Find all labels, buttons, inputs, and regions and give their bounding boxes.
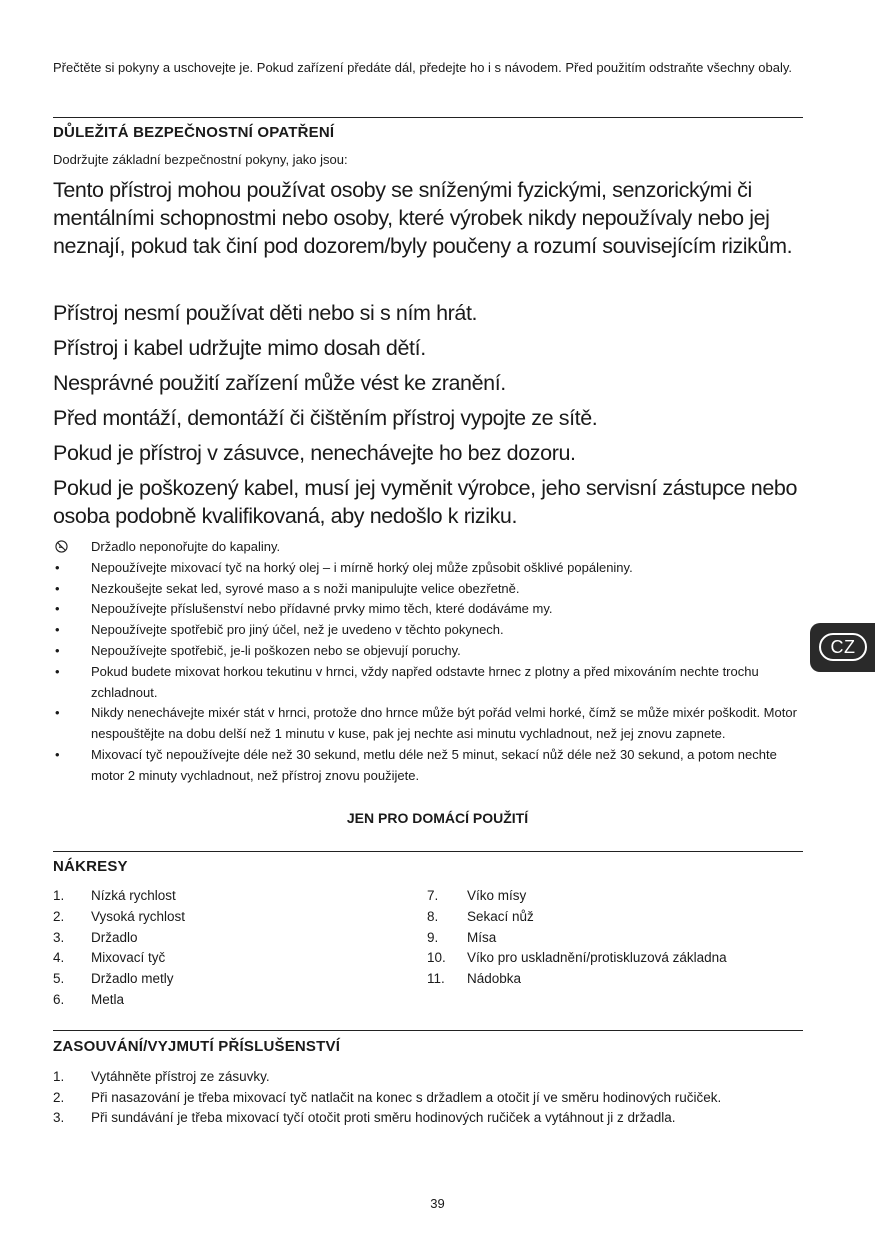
item-label: Mísa [467, 929, 497, 945]
list-item [427, 969, 727, 990]
safety-large-item: Přístroj i kabel udržujte mimo dosah dětí. [53, 336, 426, 360]
item-label: Nízká rychlost [91, 888, 176, 903]
item-number: 7. [427, 888, 439, 903]
item-label: Držadlo [91, 929, 138, 945]
page-number: 39 [430, 1196, 445, 1211]
intro-text: Přečtěte si pokyny a uschovejte je. Pokud zařízení předáte dál, předejte ho i s návodem. Před použitím odstraňte všechny obaly. [53, 60, 793, 75]
item-number: 11. [427, 971, 445, 987]
bullet-text: Pokud budete mixovat horkou tekutinu v hrnci, vždy napřed odstavte hrnec z plotny a před mixováním nechte trochu zchladnout. [91, 663, 759, 700]
item-label: Vysoká rychlost [91, 908, 186, 924]
safety-subtitle: Dodržujte základní bezpečnostní pokyny, jako jsou: [53, 152, 348, 167]
bullet-mark: • [55, 559, 60, 575]
item-number: 9. [427, 929, 439, 945]
item-label: Sekací nůž [467, 908, 534, 924]
list-item [53, 1067, 813, 1088]
item-number: 3. [53, 929, 65, 945]
list-item [53, 928, 185, 949]
safety-bullet-list [53, 537, 813, 787]
item-number: 5. [53, 971, 65, 987]
list-item [53, 662, 813, 704]
item-number: 10. [427, 950, 446, 966]
bullet-text: Nepoužívejte spotřebič, je-li poškozen nebo se objevují poruchy. [91, 642, 461, 658]
list-item [53, 745, 813, 787]
bullet-text: Držadlo neponořujte do kapaliny. [91, 539, 281, 554]
divider-drawings [53, 851, 803, 852]
safety-heading: DŮLEŽITÁ BEZPEČNOSTNÍ OPATŘENÍ [53, 124, 335, 141]
accessories-heading: ZASOUVÁNÍ/VYJMUTÍ PŘÍSLUŠENSTVÍ [53, 1038, 341, 1055]
bullet-text: Nikdy nenechávejte mixér stát v hrnci, protože dno hrnce může být pořád velmi horké, čímž se může mixér poškodit. Motor nespouštějte na dobu delší než 1 minutu v kuse, pak jej nechte asi minutu vychladnout, než jej znovu zapnete. [91, 705, 797, 742]
list-item [53, 620, 813, 641]
item-label: Víko mísy [467, 888, 527, 903]
item-number: 6. [53, 991, 65, 1007]
item-number: 1. [53, 888, 65, 903]
divider-accessories [53, 1030, 803, 1031]
bullet-mark: • [55, 622, 60, 638]
bullet-mark: • [55, 746, 60, 762]
safety-large-item: Před montáží, demontáží či čištěním přístroj vypojte ze sítě. [53, 406, 598, 430]
step-text: Při nasazování je třeba mixovací tyč natlačit na konec s držadlem a otočit jí ve směru hodinových ručiček. [91, 1089, 722, 1105]
accessories-steps [53, 1067, 813, 1129]
drawings-list-left [53, 886, 185, 1011]
step-number: 2. [53, 1089, 65, 1105]
no-immersion-icon [55, 540, 68, 553]
bullet-mark: • [55, 705, 60, 721]
bullet-text: Nepoužívejte mixovací tyč na horký olej – i mírně horký olej může způsobit ošklivé popáleniny. [91, 559, 633, 575]
step-number: 1. [53, 1069, 65, 1084]
bullet-mark: • [55, 663, 60, 679]
list-item [427, 948, 727, 969]
step-text: Vytáhněte přístroj ze zásuvky. [91, 1069, 270, 1084]
list-item [427, 907, 727, 928]
list-item [53, 558, 813, 579]
list-item [53, 537, 813, 558]
step-number: 3. [53, 1110, 65, 1126]
safety-large-item: Přístroj nesmí používat děti nebo si s ním hrát. [53, 301, 478, 325]
list-item [53, 907, 185, 928]
step-text: Při sundávání je třeba mixovací tyčí otočit proti směru hodinových ručiček a vytáhnout ji z držadla. [91, 1110, 676, 1126]
list-item [53, 703, 813, 745]
list-item [53, 969, 185, 990]
safety-large-item: Nesprávné použití zařízení může vést ke zranění. [53, 371, 506, 395]
safety-large-item: Tento přístroj mohou používat osoby se sníženými fyzickými, senzorickými či mentálními schopnostmi nebo osoby, které výrobek nikdy nepoužívaly nebo jej neznají, pokud tak činí pod dozorem/byly poučeny a rozumí souvisejícím rizikům. [53, 178, 793, 258]
list-item [53, 1108, 813, 1129]
list-item [53, 599, 813, 620]
divider-safety [53, 117, 803, 118]
bullet-mark: • [55, 642, 60, 658]
safety-large-item: Pokud je přístroj v zásuvce, nenechávejte ho bez dozoru. [53, 441, 576, 465]
bullet-mark: • [55, 601, 60, 617]
bullet-text: Nezkoušejte sekat led, syrové maso a s noži manipulujte velice obezřetně. [91, 580, 520, 596]
list-item [53, 990, 185, 1011]
bullet-text: Nepoužívejte příslušenství nebo přídavné prvky mimo těch, které dodáváme my. [91, 601, 553, 617]
drawings-list-right [427, 886, 727, 990]
drawings-heading: NÁKRESY [53, 858, 128, 875]
item-label: Držadlo metly [91, 971, 174, 987]
list-item [53, 886, 185, 907]
bullet-text: Nepoužívejte spotřebič pro jiný účel, než je uvedeno v těchto pokynech. [91, 622, 504, 638]
item-label: Metla [91, 991, 125, 1007]
item-label: Mixovací tyč [91, 950, 166, 966]
language-tab [810, 623, 875, 672]
item-number: 2. [53, 908, 65, 924]
list-item [53, 1088, 813, 1109]
home-use-note: JEN PRO DOMÁCÍ POUŽITÍ [346, 810, 529, 826]
item-number: 4. [53, 950, 65, 966]
item-label: Víko pro uskladnění/protiskluzová základna [467, 950, 727, 966]
language-code: CZ [819, 633, 867, 661]
list-item [53, 641, 813, 662]
list-item [53, 579, 813, 600]
safety-large-item: Pokud je poškozený kabel, musí jej vyměnit výrobce, jeho servisní zástupce nebo osoba podobně kvalifikovaná, aby nedošlo k riziku. [53, 476, 797, 528]
item-number: 8. [427, 908, 439, 924]
bullet-text: Mixovací tyč nepoužívejte déle než 30 sekund, metlu déle než 5 minut, sekací nůž déle než 30 sekund, a potom nechte motor 2 minuty vychladnout, než přístroj znovu použijete. [91, 746, 777, 783]
item-label: Nádobka [467, 971, 522, 987]
list-item [53, 948, 185, 969]
list-item [427, 886, 727, 907]
list-item [427, 928, 727, 949]
bullet-mark: • [55, 580, 60, 596]
